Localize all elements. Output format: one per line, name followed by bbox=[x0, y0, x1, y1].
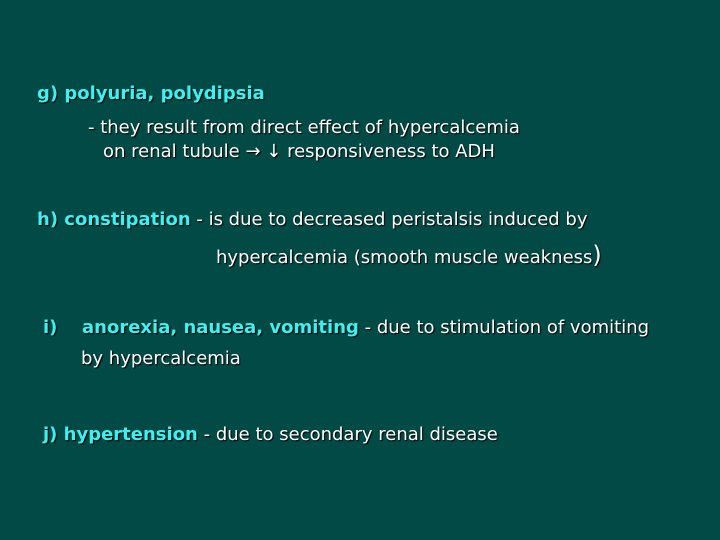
item-h-line-1 bbox=[37, 209, 588, 231]
item-h-heading: h) constipation bbox=[37, 209, 191, 230]
item-g-line-2: on renal tubule → ↓ responsiveness to ADH bbox=[103, 141, 495, 162]
item-g-heading: g) polyuria, polydipsia bbox=[37, 83, 265, 104]
item-h-text-2: hypercalcemia (smooth muscle weakness bbox=[216, 247, 593, 268]
item-i-line-1 bbox=[82, 317, 649, 339]
item-j-heading: j) hypertension bbox=[43, 424, 198, 445]
item-g-line-1: - they result from direct effect of hypercalcemia bbox=[88, 117, 520, 138]
item-i-line-2: by hypercalcemia bbox=[81, 348, 241, 369]
item-j-text: - due to secondary renal disease bbox=[197, 424, 498, 445]
item-h-closing-paren: ) bbox=[592, 241, 602, 269]
item-h-text: - is due to decreased peristalsis induced by bbox=[190, 209, 588, 230]
item-h-line-2 bbox=[216, 241, 602, 269]
item-i-marker: i) bbox=[43, 317, 58, 338]
item-i-text: - due to stimulation of vomiting bbox=[358, 317, 650, 338]
item-j-line-1 bbox=[43, 424, 498, 446]
item-i-heading: anorexia, nausea, vomiting bbox=[82, 317, 359, 338]
